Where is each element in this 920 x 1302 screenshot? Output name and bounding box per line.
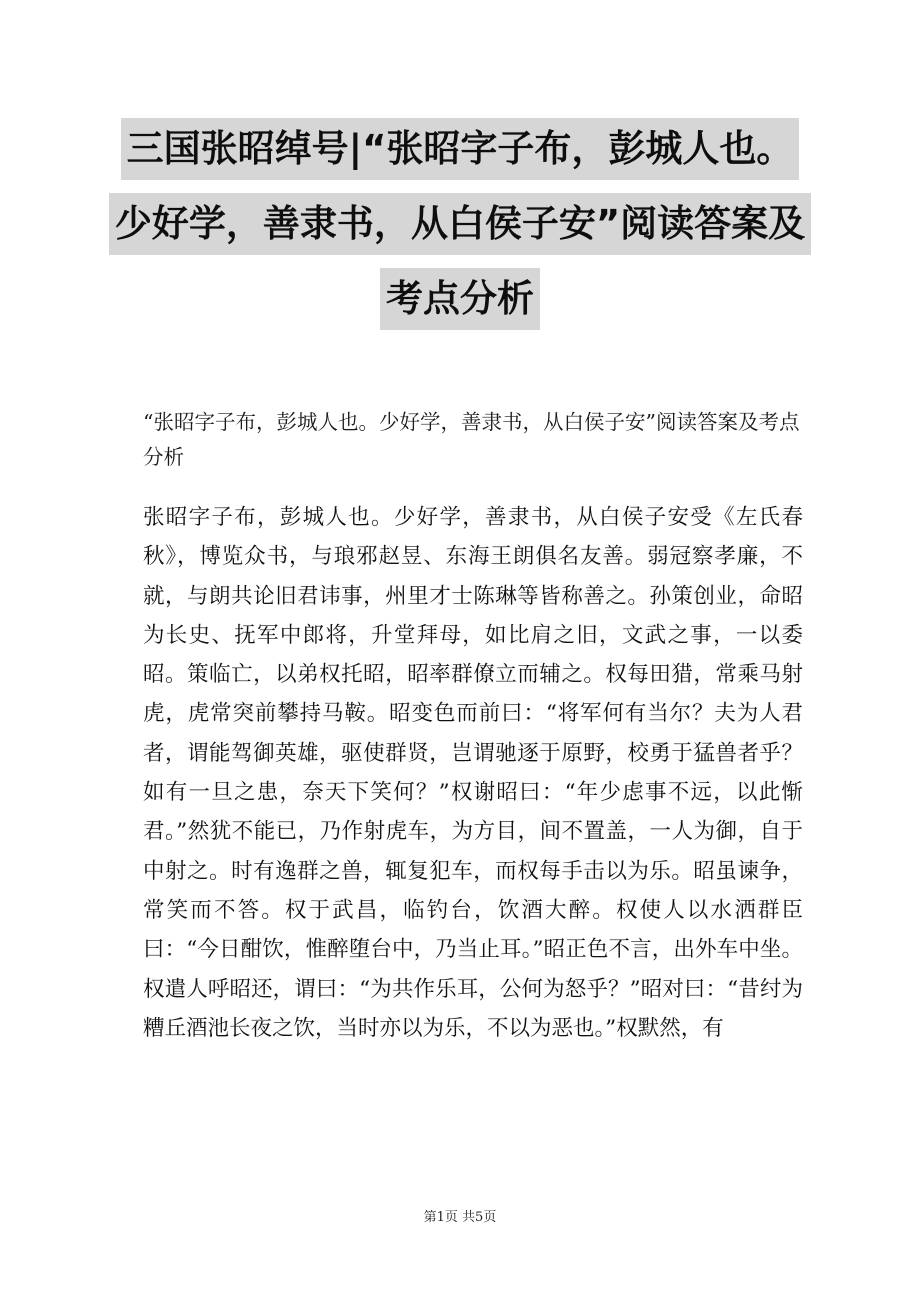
body-paragraph: 张昭字子布，彭城人也。少好学，善隶书，从白侯子安受《左氏春秋》，博览众书，与琅邪赵昱、东海王朗俱名友善。弱冠察孝廉，不就，与朗共论旧君讳事，州里才士陈琳等皆称善之。孙策创业，命昭为长史、抚军中郎将，升堂拜母，如比肩之旧，文武之事，一以委昭。策临亡，以弟权托昭，昭率群僚立而辅之。权每田猎，常乘马射虎，虎常突前攀持马鞍。昭变色而前曰：“将军何有当尔？夫为人君者，谓能驾御英雄，驱使群贤，岂谓驰逐于原野，校勇于猛兽者乎？如有一旦之患，奈天下笑何？”权谢昭曰：“年少虑事不远，以此惭君。”然犹不能已，乃作射虎车，为方目，间不置盖，一人为御，自于中射之。时有逸群之兽，辄复犯车，而权每手击以为乐。昭虽谏争，常笑而不答。权于武昌，临钓台，饮酒大醉。权使人以水洒群臣曰：“今日酣饮，惟醉堕台中，乃当止耳。”昭正色不言，出外车中坐。权遣人呼昭还，谓曰：“为共作乐耳，公何为怒乎？”昭对曰：“昔纣为糟丘酒池长夜之饮，当时亦以为乐，不以为恶也。”权默然，有 (143, 505, 803, 1041)
document-title (0, 118, 920, 330)
intro-paragraph: “张昭字子布，彭城人也。少好学，善隶书，从白侯子安”阅读答案及考点分析 (143, 410, 800, 469)
title-line-3: 考点分析 (380, 268, 540, 330)
page-footer: 第1页 共5页 (423, 1210, 497, 1225)
title-line-2: 少好学，善隶书，从白侯子安”阅读答案及 (109, 193, 811, 255)
title-line-1: 三国张昭绰号|“张昭字子布，彭城人也。 (121, 118, 800, 180)
